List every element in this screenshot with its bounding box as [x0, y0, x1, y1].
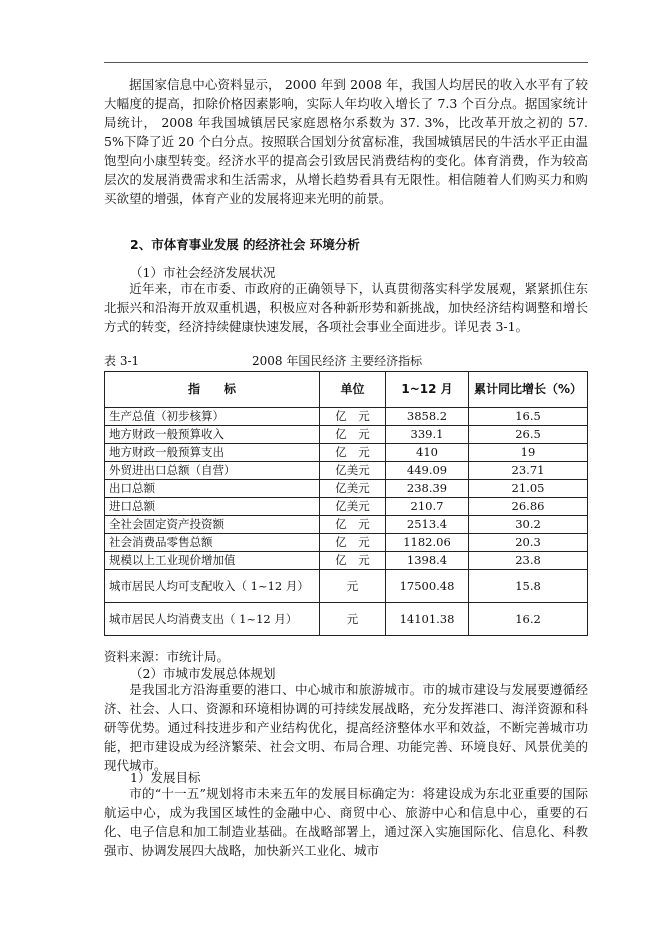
cell-value: 210.7: [386, 498, 469, 516]
table-row: [105, 498, 588, 516]
cell-unit: 亿 元: [320, 516, 386, 534]
header-value: 1~12 月: [386, 372, 469, 408]
cell-growth: 21.05: [469, 480, 588, 498]
cell-unit: 亿 元: [320, 426, 386, 444]
cell-indicator: 外贸进出口总额（自营）: [105, 462, 320, 480]
planning-paragraph: 是我国北方沿海重要的港口、中心城市和旅游城市。市的城市建设与发展要遵循经济、社会、人口、资源和环境相协调的可持续发展战略，充分发挥港口、海洋资源和科研等优势。通过科技进步和产业结构优化，提高经济整体水平和效益，不断完善城市功能，把市建设成为经济繁荣、社会文明、布局合理、功能完善、环境良好、风景优美的现代城市。: [104, 682, 588, 773]
cell-unit: 亿 元: [320, 534, 386, 552]
cell-value: 1398.4: [386, 552, 469, 570]
cell-indicator: 进口总额: [105, 498, 320, 516]
header-unit: 单位: [320, 372, 386, 408]
cell-growth: 20.3: [469, 534, 588, 552]
economic-indicators-table: [104, 371, 588, 636]
cell-value: 14101.38: [386, 603, 469, 636]
subsection-goals-heading: 1）发展目标: [130, 770, 201, 785]
table-title: 2008 年国民经济 主要经济指标: [252, 354, 423, 368]
cell-unit: 元: [320, 570, 386, 603]
economy-paragraph: 近年来，市在市委、市政府的正确领导下，认真贯彻落实科学发展观，紧紧抓住东北振兴和沿海开放双重机遇，积极应对各种新形势和新挑战，加快经济结构调整和增长方式的转变，经济持续健康快速发展，各项社会事业全面进步。详见表 3-1。: [104, 281, 588, 334]
header-growth: 累计同比增长（%）: [469, 372, 588, 408]
cell-indicator: 城市居民人均消费支出（ 1~12 月）: [105, 603, 320, 636]
cell-indicator: 城市居民人均可支配收入（ 1~12 月）: [105, 570, 320, 603]
cell-value: 238.39: [386, 480, 469, 498]
cell-value: 17500.48: [386, 570, 469, 603]
table-label: 表 3-1: [104, 354, 140, 368]
subsection-planning-heading: （2）市城市发展总体规划: [130, 666, 276, 681]
table-header-row: [105, 372, 588, 408]
cell-indicator: 地方财政一般预算收入: [105, 426, 320, 444]
cell-unit: 亿美元: [320, 480, 386, 498]
cell-value: 449.09: [386, 462, 469, 480]
cell-growth: 16.2: [469, 603, 588, 636]
table-source-note: 资料来源：市统计局。: [104, 649, 230, 664]
table-row: [105, 516, 588, 534]
cell-value: 2513.4: [386, 516, 469, 534]
cell-value: 339.1: [386, 426, 469, 444]
table-row: [105, 462, 588, 480]
cell-value: 3858.2: [386, 408, 469, 426]
intro-paragraph: 据国家信息中心资料显示， 2000 年到 2008 年，我国人均居民的收入水平有了较大幅度的提高，扣除价格因素影响，实际人年均收入增长了 7.3 个百分点。据国家统计局统计， 2008 年我国城镇居民家庭恩格尔系数为 37. 3%，比改革开放之初的 57. 5%下降了近 20 个白分点。按照联合国划分贫富标准，我国城镇居民的牛活水平正由温饱型向小康型转变。经济水平的提高会引致居民消费结构的变化。体育消费，作为较高层次的发展消费需求和生活需求，从增长趋势看具有无限性。相信随着人们购买力和购买欲望的增强，体育产业的发展将迎来光明的前景。: [104, 77, 588, 206]
subsection-economy-heading: （1）市社会经济发展状况: [130, 265, 276, 280]
goals-paragraph: 市的“十一五”规划将市未来五年的发展目标确定为：将建设成为东北亚重要的国际航运中心，成为我国区域性的金融中心、商贸中心、旅游中心和信息中心，重要的石化、电子信息和加工制造业基础。在战略部署上，通过深入实施国际化、信息化、科教强市、协调发展四大战略，加快新兴工业化、城市: [104, 786, 588, 858]
cell-unit: 亿 元: [320, 444, 386, 462]
cell-indicator: 规模以上工业现价增加值: [105, 552, 320, 570]
table-row: [105, 534, 588, 552]
cell-growth: 23.8: [469, 552, 588, 570]
cell-growth: 30.2: [469, 516, 588, 534]
table-row: [105, 408, 588, 426]
header-indicator: 指 标: [105, 372, 320, 408]
cell-unit: 亿美元: [320, 462, 386, 480]
cell-indicator: 生产总值（初步核算）: [105, 408, 320, 426]
table-row: [105, 426, 588, 444]
section-heading: 2、市体育事业发展 的经济社会 环境分析: [130, 237, 360, 252]
cell-growth: 15.8: [469, 570, 588, 603]
header-rule: [104, 62, 588, 63]
cell-indicator: 社会消费品零售总额: [105, 534, 320, 552]
table-row: [105, 570, 588, 603]
table-row: [105, 552, 588, 570]
cell-value: 1182.06: [386, 534, 469, 552]
cell-value: 410: [386, 444, 469, 462]
cell-growth: 19: [469, 444, 588, 462]
cell-indicator: 地方财政一般预算支出: [105, 444, 320, 462]
cell-growth: 23.71: [469, 462, 588, 480]
cell-unit: 亿美元: [320, 498, 386, 516]
cell-growth: 26.5: [469, 426, 588, 444]
table-row: [105, 480, 588, 498]
cell-indicator: 出口总额: [105, 480, 320, 498]
cell-unit: 元: [320, 603, 386, 636]
cell-indicator: 全社会固定资产投资额: [105, 516, 320, 534]
cell-growth: 26.86: [469, 498, 588, 516]
cell-growth: 16.5: [469, 408, 588, 426]
cell-unit: 亿 元: [320, 552, 386, 570]
table-row: [105, 444, 588, 462]
cell-unit: 亿 元: [320, 408, 386, 426]
table-row: [105, 603, 588, 636]
